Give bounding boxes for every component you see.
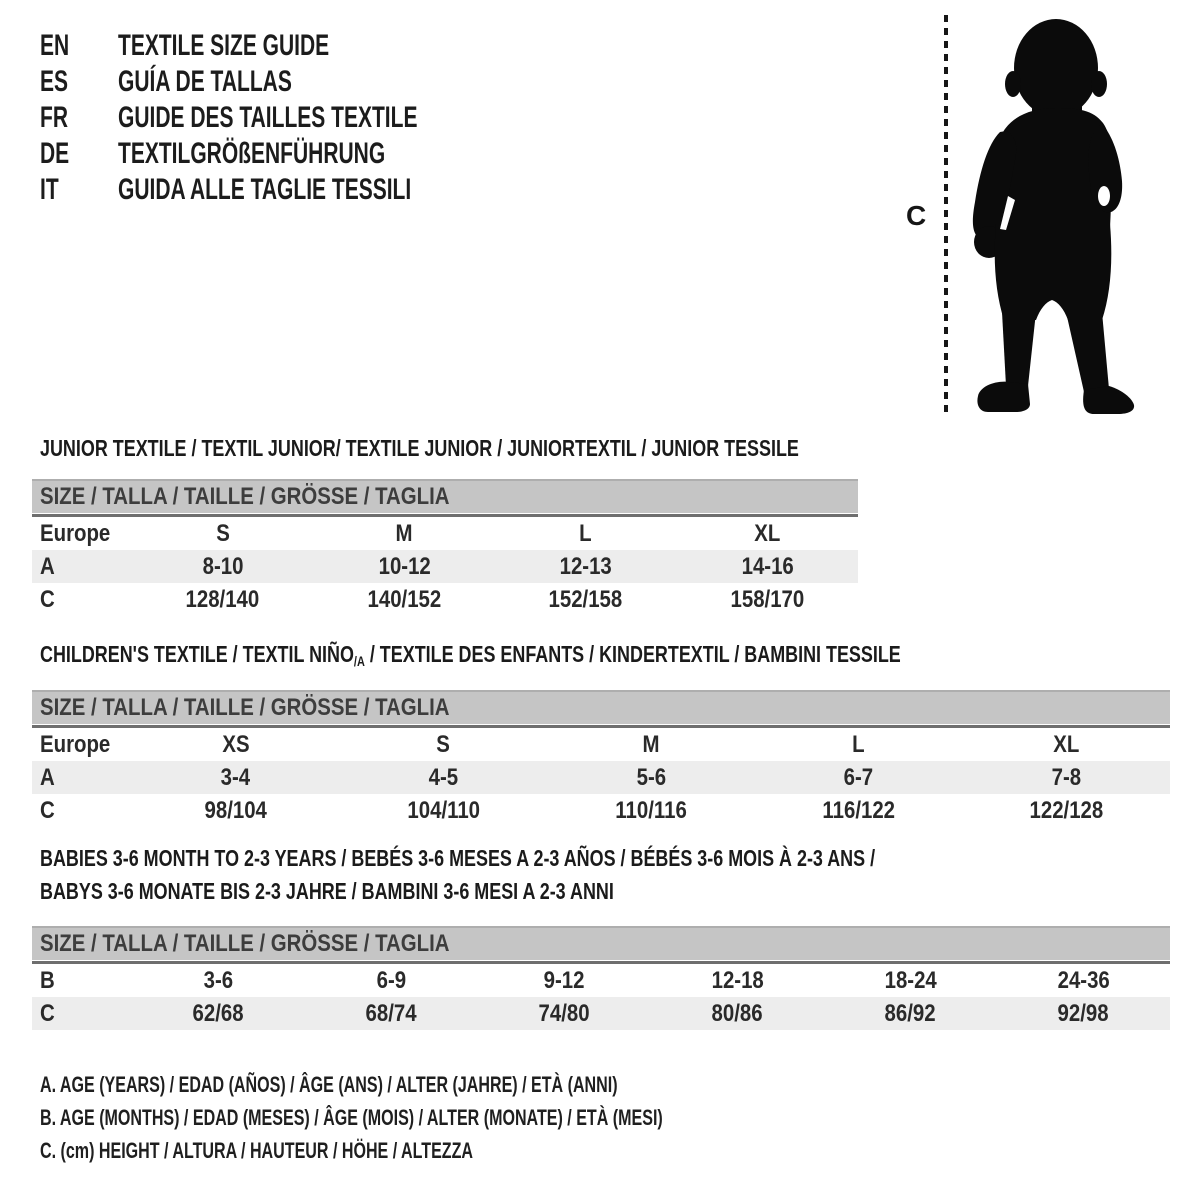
table-cell: 10-12 — [378, 552, 431, 580]
children-size-table — [32, 725, 1170, 827]
language-code: DE — [40, 137, 70, 170]
children-section-title: CHILDREN'S TEXTILE / TEXTIL $NIÑO_{/A}$ / TEXTILE DES ENFANTS / KINDERTEXTIL / BAMBINI TESSILE — [40, 641, 901, 669]
table-cell: 86/92 — [884, 999, 937, 1027]
table-cell: L — [852, 730, 865, 758]
height-measure-label: C — [906, 200, 927, 231]
guide-title-en: TEXTILE SIZE GUIDE — [118, 29, 330, 62]
row-label: Europe — [40, 519, 111, 547]
junior-size-table — [32, 514, 858, 616]
guide-title-it: GUIDA ALLE TAGLIE TESSILI — [118, 173, 412, 206]
table-row — [32, 517, 858, 550]
table-cell: 80/86 — [711, 999, 764, 1027]
table-cell: 9-12 — [544, 966, 585, 994]
children-size-header-bar — [32, 690, 1170, 724]
table-cell: 104/110 — [407, 796, 480, 824]
language-row-fr — [40, 100, 546, 136]
table-row — [32, 728, 1170, 761]
table-cell: M — [395, 519, 413, 547]
row-label: A — [40, 763, 55, 791]
table-cell: 110/116 — [615, 796, 687, 824]
language-row-it — [40, 172, 546, 208]
table-cell: 12-18 — [711, 966, 764, 994]
row-label: C — [40, 999, 55, 1027]
table-cell: 128/140 — [185, 585, 260, 613]
table-cell: 68/74 — [365, 999, 418, 1027]
height-measure-dashed-line — [942, 13, 950, 420]
table-row — [32, 583, 858, 616]
table-cell: 24-36 — [1057, 966, 1110, 994]
table-row — [32, 794, 1170, 827]
junior-size-header-bar — [32, 479, 858, 513]
table-cell: 140/152 — [367, 585, 442, 613]
language-code: EN — [40, 29, 70, 62]
babies-size-header-bar — [32, 926, 1170, 960]
nino-a-subscript: /A — [353, 653, 365, 669]
table-cell: 74/80 — [538, 999, 591, 1027]
table-row — [32, 550, 858, 583]
guide-title-es: GUÍA DE TALLAS — [118, 65, 292, 98]
legend-age-years: A. AGE (YEARS) / EDAD (AÑOS) / ÂGE (ANS) / ALTER (JAHRE) / ETÀ (ANNI) — [40, 1072, 618, 1097]
table-cell: 92/98 — [1057, 999, 1110, 1027]
row-label: Europe — [40, 730, 111, 758]
language-row-es — [40, 64, 546, 100]
row-label: A — [40, 552, 55, 580]
language-title-block — [40, 28, 546, 208]
table-cell: 98/104 — [204, 796, 267, 824]
table-cell: S — [215, 519, 230, 547]
table-row — [32, 964, 1170, 997]
table-cell: 3-4 — [221, 763, 251, 791]
language-code: FR — [40, 101, 68, 134]
table-cell: S — [436, 730, 451, 758]
size-header-label: SIZE / TALLA / TAILLE / GRÖSSE / TAGLIA — [40, 694, 450, 721]
table-cell: 8-10 — [202, 552, 244, 580]
table-cell: XL — [1053, 730, 1080, 758]
table-cell: 6-9 — [376, 966, 407, 994]
junior-section-title: JUNIOR TEXTILE / TEXTIL JUNIOR/ TEXTILE JUNIOR / JUNIORTEXTIL / JUNIOR TESSILE — [40, 435, 799, 461]
table-cell: 3-6 — [203, 966, 234, 994]
babies-size-table — [32, 961, 1170, 1030]
guide-title-fr: GUIDE DES TAILLES TEXTILE — [118, 101, 418, 134]
table-cell: 116/122 — [822, 796, 895, 824]
row-label: B — [40, 966, 55, 994]
table-cell: 62/68 — [192, 999, 245, 1027]
table-cell: L — [579, 519, 592, 547]
table-cell: 4-5 — [428, 763, 459, 791]
table-cell: 6-7 — [843, 763, 874, 791]
language-code: ES — [40, 65, 69, 98]
table-cell: 12-13 — [559, 552, 612, 580]
row-label: C — [40, 585, 55, 613]
table-cell: M — [642, 730, 660, 758]
table-cell: 14-16 — [741, 552, 794, 580]
row-label: C — [40, 796, 55, 824]
table-cell: 5-6 — [636, 763, 666, 791]
babies-section-title-line1: BABIES 3-6 MONTH TO 2-3 YEARS / BEBÉS 3-6 MESES A 2-3 AÑOS / BÉBÉS 3-6 MOIS À 2-3 ANS / — [40, 845, 876, 871]
legend-age-months: B. AGE (MONTHS) / EDAD (MESES) / ÂGE (MOIS) / ALTER (MONATE) / ETÀ (MESI) — [40, 1105, 663, 1130]
table-row — [32, 997, 1170, 1030]
guide-title-de: TEXTILGRÖßENFÜHRUNG — [118, 137, 386, 170]
table-cell: XL — [754, 519, 781, 547]
table-cell: 18-24 — [884, 966, 937, 994]
toddler-silhouette-image — [962, 12, 1142, 420]
size-header-label: SIZE / TALLA / TAILLE / GRÖSSE / TAGLIA — [40, 483, 450, 510]
table-row — [32, 761, 1170, 794]
size-header-label: SIZE / TALLA / TAILLE / GRÖSSE / TAGLIA — [40, 930, 450, 957]
language-row-en — [40, 28, 546, 64]
language-code: IT — [40, 173, 59, 206]
table-cell: 152/158 — [548, 585, 623, 613]
babies-section-title-line2: BABYS 3-6 MONATE BIS 2-3 JAHRE / BAMBINI 3-6 MESI A 2-3 ANNI — [40, 878, 614, 904]
legend-height-cm: C. (cm) HEIGHT / ALTURA / HAUTEUR / HÖHE / ALTEZZA — [40, 1138, 474, 1163]
table-cell: 122/128 — [1029, 796, 1104, 824]
table-cell: XS — [222, 730, 250, 758]
table-cell: 7-8 — [1051, 763, 1081, 791]
table-cell: 158/170 — [730, 585, 805, 613]
language-row-de — [40, 136, 546, 172]
